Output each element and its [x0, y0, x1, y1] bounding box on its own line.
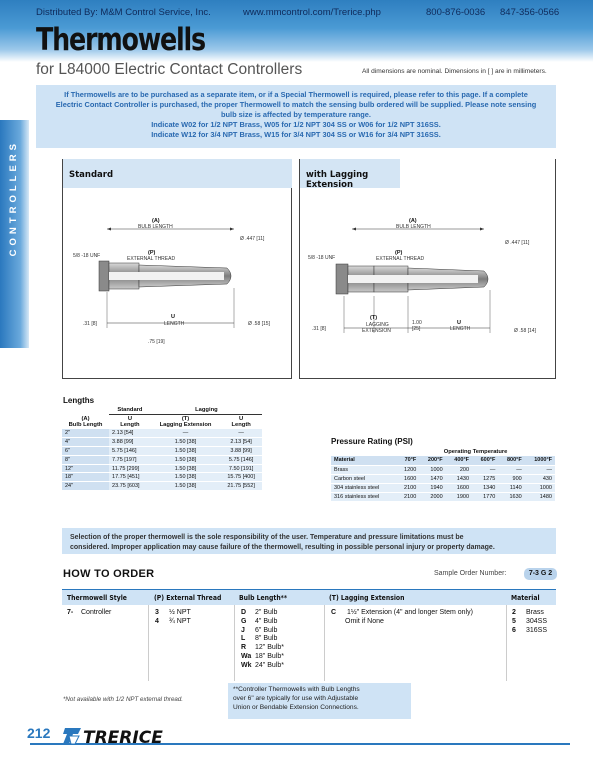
notice-line: Indicate W12 for 3/4 NPT Brass, W15 for 3/4 NPT 304 SS or W16 for 3/4 NPT 316SS. [151, 130, 441, 139]
pressure-cell: 200 [446, 465, 472, 474]
lagging-diagram-panel [299, 159, 556, 379]
bulb-column [234, 605, 324, 681]
lengths-cell: 2" [62, 429, 109, 438]
sample-label: Sample Order Number: [434, 570, 507, 577]
bulb-text: 2" Bulb [255, 609, 278, 616]
lag-dia58: Ø .58 [14] [514, 328, 536, 334]
pressure-cell: 430 [525, 474, 555, 483]
order-table [62, 589, 556, 681]
bulb-option [241, 662, 324, 671]
std-dim75: .75 [19] [148, 339, 165, 345]
sidebar-label: CONTROLLERS [8, 140, 19, 257]
pressure-cell: 2100 [396, 492, 419, 501]
standard-diagram-title: Standard [63, 159, 292, 188]
lag-code: C [331, 609, 337, 616]
sample-code-badge: 7-3 G 2 [524, 568, 557, 580]
page-subtitle: for L84000 Electric Contact Controllers [36, 61, 303, 78]
lengths-cell: 8" [62, 455, 109, 464]
website-link[interactable]: www.mmcontrol.com/Trerice.php [243, 7, 381, 18]
material-column [506, 605, 556, 681]
lengths-cell: — [151, 429, 221, 438]
bulb-option [241, 609, 324, 618]
lengths-cell: 21.75 [552] [220, 482, 262, 491]
order-footnote: *Not available with 1/2 NPT external thread. [63, 696, 184, 703]
lengths-cell: 23.75 [603] [109, 482, 151, 491]
bulb-code: G [241, 617, 247, 625]
notice-line: Indicate W02 for 1/2 NPT Brass, W05 for 1/2 NPT 304 SS or W06 for 1/2 NPT 316SS. [151, 120, 441, 129]
std-a-label: (A) [152, 218, 160, 224]
bulb-option [241, 644, 324, 653]
pressure-title: Pressure Rating (PSI) [331, 437, 413, 446]
pressure-cell: 1000 [525, 483, 555, 492]
style-code: 7- [67, 609, 74, 616]
lag-a-label: (A) [409, 218, 417, 224]
style-column [67, 605, 147, 681]
lengths-row [62, 447, 262, 456]
group-lagging: Lagging [151, 406, 262, 415]
temp-header: 1000°F [525, 456, 555, 465]
h-bulb: Bulb Length** [239, 594, 288, 602]
lag-p-label: (P) [395, 250, 403, 256]
h-thread: (P) External Thread [154, 594, 222, 602]
bulb-option [241, 653, 324, 662]
pressure-cell: Carbon steel [331, 474, 396, 483]
notice-line: Electric Contact Controller is purchased, the proper Thermowell to match the sensing bulb ordered will be supplied. Please note sensing [55, 100, 537, 109]
h-u4: Length [231, 422, 251, 428]
bulb-code: R [241, 644, 247, 652]
page-title: Thermowells [36, 22, 205, 58]
bulb-text: 24" Bulb* [255, 661, 284, 669]
section-sidebar [0, 120, 29, 348]
h-a2: Bulb Length [68, 421, 103, 428]
pressure-table [331, 448, 555, 502]
material-option [512, 627, 556, 636]
temp-header: 600°F [472, 456, 498, 465]
lengths-cell: 2.13 [54] [220, 438, 262, 447]
pressure-cell: — [525, 465, 555, 474]
bulb-code: L [241, 635, 246, 643]
trerice-logo [63, 724, 163, 746]
lengths-row [62, 429, 262, 438]
brand-text: TRERICE [83, 728, 163, 746]
thread-code: 4 [155, 617, 159, 625]
phone-2: 847-356-0566 [500, 7, 560, 18]
std-length: LENGTH [164, 321, 185, 327]
thread-code: 3 [155, 609, 159, 616]
thread-text: ½ NPT [169, 609, 191, 616]
warning-box [62, 528, 556, 554]
h-t1: (T) [181, 416, 190, 422]
lengths-cell: 1.50 [38] [151, 438, 221, 447]
lengths-row [62, 473, 262, 482]
group-standard: Standard [109, 406, 151, 415]
temp-header: 200°F [419, 456, 445, 465]
thread-text: ¾ NPT [169, 617, 191, 625]
lengths-cell: 1.50 [38] [151, 447, 221, 456]
pressure-cell: 1770 [472, 492, 498, 501]
pressure-row [331, 483, 555, 492]
style-text: Controller [81, 609, 112, 616]
bulb-option [241, 627, 324, 636]
pressure-cell: 900 [498, 474, 524, 483]
standard-thermowell-drawing [63, 188, 292, 378]
lag-lagging2: EXTENSION [362, 328, 391, 334]
h-style: Thermowell Style [67, 594, 127, 602]
pressure-cell: Brass [331, 465, 396, 474]
lag-unf: 5/8 -18 UNF [308, 255, 336, 261]
phone-1: 800-876-0036 [426, 7, 486, 18]
lag-lagging1: LAGGING [366, 322, 389, 328]
pressure-cell: 1140 [498, 483, 524, 492]
header-banner [0, 0, 593, 62]
pressure-cell: 316 stainless steel [331, 492, 396, 501]
thread-option [155, 609, 234, 618]
pressure-cell: 1275 [472, 474, 498, 483]
material-text: Brass [526, 609, 544, 616]
lagging-diagram-title: with Lagging Extension [300, 159, 400, 188]
bulb-text: 12" Bulb* [255, 644, 284, 652]
logo-mark-icon [63, 728, 81, 744]
lengths-cell: 5.75 [146] [220, 455, 262, 464]
warning-line: considered. Improper application may cause failure of the thermowell, resulting in possible personal injury or property damage. [70, 544, 495, 551]
lag-dim100a: 1.00 [412, 320, 422, 326]
lengths-cell: 11.75 [299] [109, 464, 151, 473]
pressure-cell: 1480 [525, 492, 555, 501]
lengths-cell: 4" [62, 438, 109, 447]
lengths-cell: 6" [62, 447, 109, 456]
pressure-cell: 1000 [419, 465, 445, 474]
lag-text1: 1½" Extension (4" and longer Stem only) [346, 609, 473, 616]
lag-ext-thread: EXTERNAL THREAD [376, 256, 425, 262]
std-dia58: Ø .58 [15] [248, 321, 270, 327]
lengths-cell: 7.50 [191] [220, 464, 262, 473]
std-p-label: (P) [148, 250, 156, 256]
material-header: Material [331, 456, 396, 465]
bulb-text: 8" Bulb [255, 635, 278, 643]
lag-u-label: U [457, 320, 461, 326]
lengths-row [62, 438, 262, 447]
style-option [67, 609, 147, 618]
lag-text2: Omit if None [345, 617, 384, 625]
lag-bulb-length: BULB LENGTH [396, 224, 431, 230]
lengths-cell: 3.88 [99] [109, 438, 151, 447]
bulb-code: J [241, 626, 245, 634]
lag-length: LENGTH [450, 326, 471, 332]
bulb-code: Wk [241, 661, 252, 669]
lag-t-label: (T) [370, 315, 378, 321]
bulb-option [241, 618, 324, 627]
lengths-cell: 15.75 [400] [220, 473, 262, 482]
std-bulb-length: BULB LENGTH [138, 224, 173, 230]
lengths-cell: 1.50 [38] [151, 482, 221, 491]
material-code: 6 [512, 626, 516, 634]
pressure-cell: 1430 [446, 474, 472, 483]
standard-diagram-panel [62, 159, 292, 379]
lag-dim31: .31 [8] [312, 326, 326, 332]
std-ext-thread: EXTERNAL THREAD [127, 256, 176, 262]
lengths-cell: 3.88 [99] [220, 447, 262, 456]
pressure-row [331, 492, 555, 501]
page-number: 212 [27, 725, 51, 741]
material-text: 316SS [526, 626, 548, 634]
notice-line: bulb size is affected by temperature range. [221, 110, 371, 119]
material-option [512, 609, 556, 618]
std-u-label: U [171, 314, 175, 320]
bulb-code: D [241, 609, 247, 616]
pressure-cell: — [498, 465, 524, 474]
callout-line: over 6" are typically for use with Adjustable [233, 695, 359, 702]
dimension-note: All dimensions are nominal. Dimensions in [ ] are in millimeters. [362, 68, 547, 75]
order-header-row [62, 589, 556, 605]
pressure-cell: 1900 [446, 492, 472, 501]
op-temp-header: Operating Temperature [443, 449, 508, 455]
lengths-row [62, 464, 262, 473]
material-code: 2 [512, 609, 516, 616]
lengths-cell: — [220, 429, 262, 438]
lengths-row [62, 482, 262, 491]
bulb-text: 18" Bulb* [255, 652, 284, 660]
pressure-cell: 1630 [498, 492, 524, 501]
pressure-cell: 1600 [446, 483, 472, 492]
lengths-title: Lengths [63, 396, 95, 405]
lengths-cell: 18" [62, 473, 109, 482]
lengths-cell: 1.50 [38] [151, 464, 221, 473]
notice-line: If Thermowells are to be purchased as a separate item, or if a Special Thermowell is required, please refer to this page. If a complete [64, 90, 528, 99]
std-dia1: Ø .447 [11] [240, 236, 265, 242]
material-code: 5 [512, 617, 516, 625]
temp-header: 400°F [446, 456, 472, 465]
h-u3: U [239, 416, 244, 422]
distributor-text: Distributed By: M&M Control Service, Inc. [36, 7, 211, 18]
lengths-cell: 17.75 [451] [109, 473, 151, 482]
h-lag: (T) Lagging Extension [329, 594, 405, 602]
callout-line: **Controller Thermowells with Bulb Lengths [233, 686, 360, 693]
bulb-text: 4" Bulb [255, 617, 278, 625]
pressure-row [331, 474, 555, 483]
lag-column [324, 605, 506, 681]
bulb-code: Wa [241, 652, 252, 660]
purchase-notice [36, 85, 556, 148]
lengths-cell: 1.50 [38] [151, 455, 221, 464]
h-u2: Length [120, 422, 140, 428]
h-u1: U [127, 416, 132, 422]
temp-header: 70°F [396, 456, 419, 465]
lag-dia1: Ø .447 [11] [505, 240, 530, 246]
bulb-option [241, 635, 324, 644]
pressure-cell: 1600 [396, 474, 419, 483]
pressure-row [331, 465, 555, 474]
material-option [512, 618, 556, 627]
thread-option [155, 618, 234, 627]
callout-line: Union or Bendable Extension Connections. [233, 704, 359, 711]
h-t2: Lagging Extension [159, 422, 212, 428]
lengths-cell: 7.75 [197] [109, 455, 151, 464]
pressure-cell: 1470 [419, 474, 445, 483]
material-text: 304SS [526, 617, 548, 625]
pressure-cell: 1940 [419, 483, 445, 492]
h-a1: (A) [81, 415, 90, 422]
pressure-cell: — [472, 465, 498, 474]
pressure-cell: 2000 [419, 492, 445, 501]
pressure-cell: 304 stainless steel [331, 483, 396, 492]
lengths-cell: 2.13 [54] [109, 429, 151, 438]
pressure-cell: 1340 [472, 483, 498, 492]
lengths-cell: 24" [62, 482, 109, 491]
lengths-table [62, 406, 262, 491]
bulb-text: 6" Bulb [255, 626, 278, 634]
lengths-cell: 5.75 [146] [109, 447, 151, 456]
lengths-cell: 12" [62, 464, 109, 473]
order-title: HOW TO ORDER [63, 568, 155, 580]
std-unf: 5/8 -18 UNF [73, 253, 101, 259]
lengths-row [62, 455, 262, 464]
lag-dim100b: [25] [412, 326, 421, 332]
bulb-callout [228, 683, 411, 719]
h-material: Material [511, 594, 540, 602]
lagging-thermowell-drawing [300, 188, 556, 378]
temp-header: 800°F [498, 456, 524, 465]
lengths-cell: 1.50 [38] [151, 473, 221, 482]
thread-column [148, 605, 234, 681]
pressure-cell: 1200 [396, 465, 419, 474]
std-dim31: .31 [8] [83, 321, 97, 327]
warning-line: Selection of the proper thermowell is the sole responsibility of the user. Temperature and pressure limitations must be [70, 534, 464, 541]
pressure-cell: 2100 [396, 483, 419, 492]
